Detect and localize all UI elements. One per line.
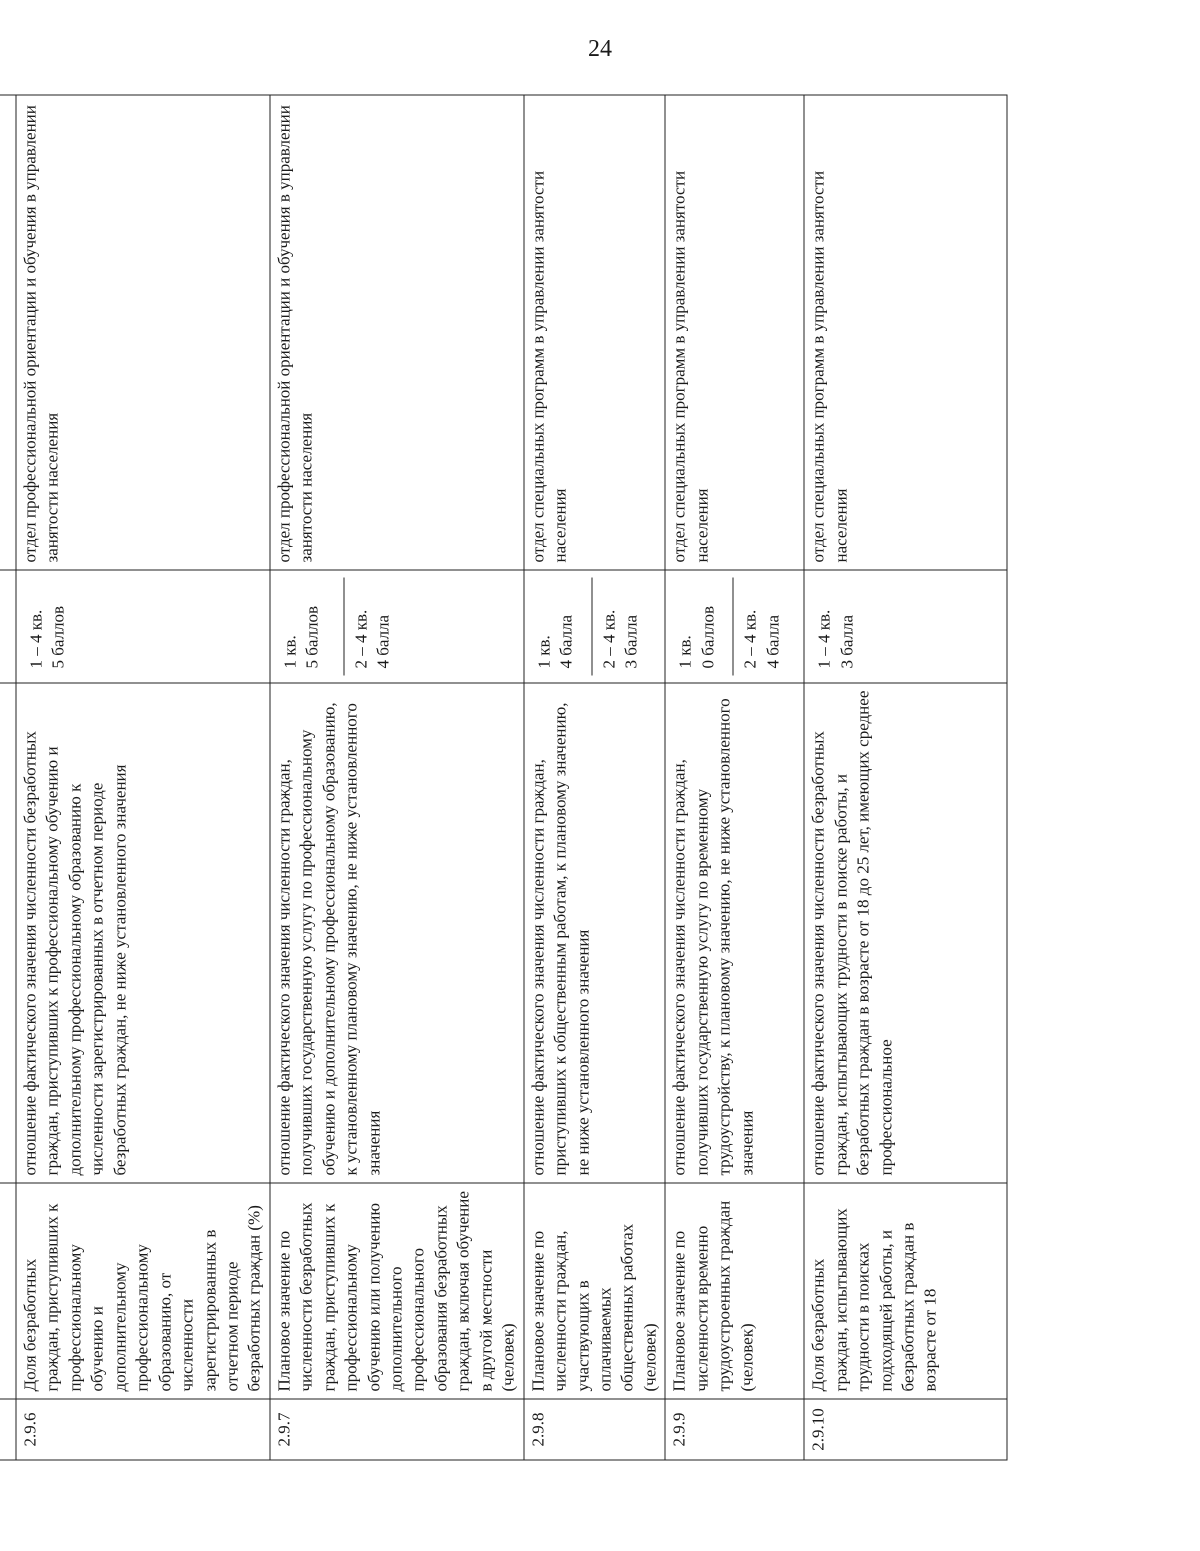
score-cell <box>523 570 665 683</box>
score-cell <box>665 570 804 683</box>
indicator-cell: Доля безработных граждан, испытывающих трудности в поисках подходящей работы, и безработных граждан в возрасте от 18 <box>804 1183 1007 1399</box>
score-entry <box>668 577 732 675</box>
indicator-cell: Плановое значение по численности граждан, участвующих в оплачиваемых общественных работах (человек) <box>523 1183 665 1399</box>
column-header <box>0 1399 16 1460</box>
responsible-cell: отдел специальных программ в управлении занятости населения <box>665 95 804 570</box>
column-header <box>0 683 16 1183</box>
indicator-cell: Плановое значение по численности безработных граждан, приступивших к профессиональному обучению или получению дополнительного профессионального образования безработных граждан, включая обучение в другой местности (человек) <box>269 1183 523 1399</box>
score-points: 0 баллов <box>697 605 717 668</box>
table-row <box>269 95 523 1460</box>
table-row <box>523 95 665 1460</box>
method-cell: отношение фактического значения численности безработных граждан, приступивших к профессиональному обучению и дополнительному профессиональному образованию к численности зарегистрированных в отчетном периоде безработных граждан, не ниже установленного значения <box>16 683 270 1183</box>
table-row <box>16 95 270 1460</box>
indicator-cell: Плановое значение по численности временно трудоустроенных граждан (человек) <box>665 1183 804 1399</box>
column-header <box>0 1183 16 1399</box>
method-cell: отношение фактического значения численности безработных граждан, испытывающих трудности в поиске работы, и безработных граждан в возрасте от 18 до 25 лет, имеющих среднее профессиональное <box>804 683 1007 1183</box>
score-period: 2 – 4 кв. <box>598 609 618 668</box>
row-number: 2.9.6 <box>16 1399 270 1460</box>
table-header-row <box>0 95 16 1460</box>
score-entry <box>591 577 647 675</box>
score-points: 3 балла <box>621 614 641 668</box>
page-number: 24 <box>588 36 612 62</box>
score-period: 1 кв. <box>279 634 299 668</box>
score-points: 4 балла <box>373 614 393 668</box>
column-header <box>0 95 16 570</box>
score-cell <box>804 570 1007 683</box>
method-cell: отношение фактического значения численности граждан, получивших государственную услугу по профессиональному обучению и дополнительному профессиональному образованию, к установленному плановому значению, не ниже установленного значения <box>269 683 523 1183</box>
score-entry <box>732 577 788 675</box>
row-number: 2.9.10 <box>804 1399 1007 1460</box>
responsible-cell: отдел специальных программ в управлении занятости населения <box>523 95 665 570</box>
score-cell <box>269 570 523 683</box>
table-row <box>804 95 1007 1460</box>
score-points: 5 баллов <box>302 605 322 668</box>
score-points: 5 баллов <box>48 605 68 668</box>
rotated-table-container <box>0 95 940 1460</box>
indicator-cell: Доля безработных граждан, приступивших к профессиональному обучению и дополнительному профессиональному образованию, от численности зарегистрированных в отчетном периоде безработных граждан (%) <box>16 1183 270 1399</box>
responsible-cell: отдел специальных программ в управлении занятости населения <box>804 95 1007 570</box>
score-entry <box>273 577 343 675</box>
column-header <box>0 570 16 683</box>
row-number: 2.9.7 <box>269 1399 523 1460</box>
score-period: 1 кв. <box>675 634 695 668</box>
score-cell <box>16 570 270 683</box>
method-cell: отношение фактического значения численности граждан, приступивших к общественным работам, к плановому значению, не ниже установленного значения <box>523 683 665 1183</box>
score-entry <box>807 577 862 675</box>
responsible-cell: отдел профессиональной ориентации и обучения в управлении занятости населения <box>269 95 523 570</box>
score-period: 2 – 4 кв. <box>350 609 370 668</box>
score-period: 2 – 4 кв. <box>740 609 760 668</box>
table-row <box>665 95 804 1460</box>
score-period: 1 кв. <box>533 634 553 668</box>
method-cell: отношение фактического значения численности граждан, получивших государственную услугу по временному трудоустройству, к плановому значению, не ниже установленного значения <box>665 683 804 1183</box>
row-number: 2.9.8 <box>523 1399 665 1460</box>
responsible-cell: отдел профессиональной ориентации и обучения в управлении занятости населения <box>16 95 270 570</box>
score-entry <box>343 577 399 675</box>
score-period: 1 – 4 кв. <box>26 609 45 668</box>
score-period: 1 – 4 кв. <box>814 609 834 668</box>
score-entry <box>19 577 74 675</box>
score-points: 4 балла <box>762 614 782 668</box>
row-number: 2.9.9 <box>665 1399 804 1460</box>
score-entry <box>527 577 591 675</box>
indicators-table <box>0 94 1007 1460</box>
score-points: 3 балла <box>836 614 856 668</box>
score-points: 4 балла <box>556 614 576 668</box>
